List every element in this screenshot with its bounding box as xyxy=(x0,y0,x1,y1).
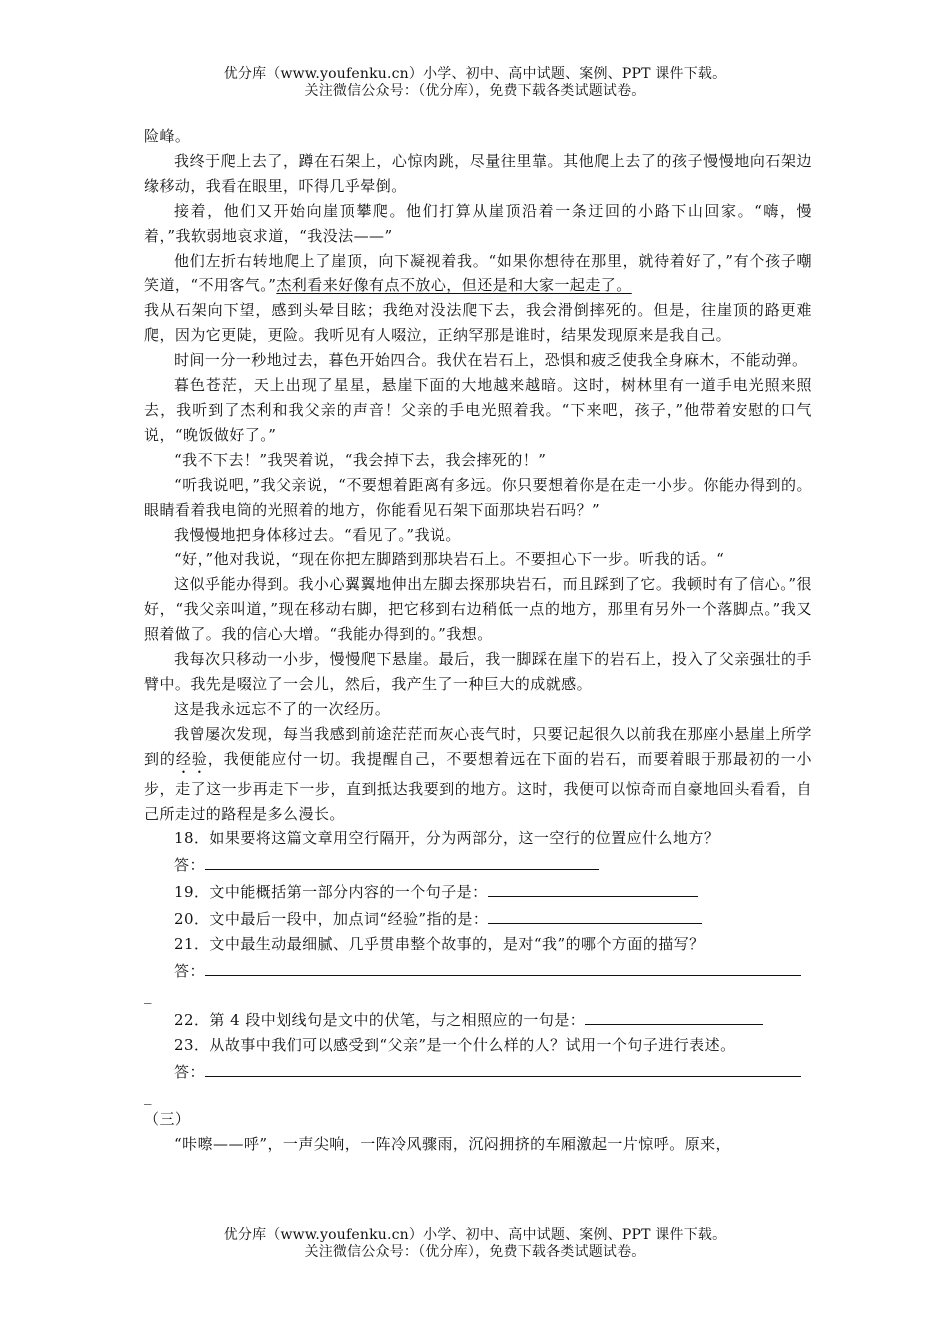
question-20 xyxy=(144,905,812,932)
page-footer xyxy=(0,1227,950,1261)
passage-paragraph-3 xyxy=(144,249,812,299)
question-21: 21．文中最生动最细腻、几乎贯串整个故事的，是对“我”的哪个方面的描写？ xyxy=(174,935,705,954)
question-21-answer xyxy=(144,957,812,984)
question-22 xyxy=(144,1006,812,1033)
passage-paragraph-3-continued: 我从石架向下望，感到头晕目眩；我绝对没法爬下去，我会滑倒摔死的。但是，往崖顶的路更难爬，因为它更陡，更险。我听见有人啜泣，正纳罕那是谁时，结果发现原来是我自己。 xyxy=(144,301,812,345)
footer-line-1: 优分库（www.youfenku.cn）小学、初中、高中试题、案例、PPT 课件下载。 xyxy=(223,1227,727,1243)
question-19 xyxy=(144,878,812,905)
passage-paragraph-13 xyxy=(144,722,812,827)
passage-paragraph-9: “好，”他对我说，“现在你把左脚踏到那块岩石上。不要担心下一步。听我的话。“ xyxy=(174,550,725,569)
passage-paragraph-2: 接着，他们又开始向崖顶攀爬。他们打算从崖顶沿着一条迂回的小路下山回家。“嗨，慢着，”我软弱地哀求道，“我没法——” xyxy=(144,201,812,245)
answer-blank-19[interactable] xyxy=(488,878,698,897)
section-3-first-line: “咔嚓——呼”，一声尖响，一阵冷风骤雨，沉闷拥挤的车厢激起一片惊呼。原来， xyxy=(174,1134,731,1153)
header-line-2: 关注微信公众号：（优分库），免费下载各类试题试卷。 xyxy=(304,83,646,99)
passage-paragraph-1: 我终于爬上去了，蹲在石架上，心惊肉跳，尽量往里靠。其他爬上去了的孩子慢慢地向石架边缘移动，我看在眼里，吓得几乎晕倒。 xyxy=(144,151,812,195)
document-body xyxy=(144,124,812,1156)
answer-blank-21[interactable] xyxy=(205,957,801,976)
underlined-sentence: 杰利看来好像有点不放心，但还是和大家一起走了。 xyxy=(276,276,632,295)
paragraph-13-text-a: 我曾屡次发现，每当我感到前途茫茫而灰心丧气时，只要记起很久以前我在那座小悬崖上所学到的 xyxy=(144,724,812,768)
question-20-text: 20．文中最后一段中，加点词“经验”指的是： xyxy=(174,910,489,929)
paragraph-13-text-b: ，我便能应付一切。我提醒自己，不要想着远在下面的岩石，而要着眼于那最初的一小步，走了这一步再走下一步，直到抵达我要到的地方。这时，我便可以惊奇而自豪地回头看看，自己所走过的路程是多么漫长。 xyxy=(144,749,813,823)
question-18: 18．如果要将这篇文章用空行隔开，分为两部分，这一空行的位置应什么地方？ xyxy=(174,829,720,848)
stray-mark-21: _ xyxy=(144,985,152,1004)
passage-paragraph-11: 我每次只移动一小步，慢慢爬下悬崖。最后，我一脚踩在崖下的岩石上，投入了父亲强壮的手臂中。我先是啜泣了一会儿，然后，我产生了一种巨大的成就感。 xyxy=(144,650,812,693)
question-19-text: 19．文中能概括第一部分内容的一个句子是： xyxy=(174,883,488,902)
question-23: 23．从故事中我们可以感受到“父亲”是一个什么样的人？试用一个句子进行表述。 xyxy=(174,1035,736,1054)
passage-paragraph-12: 这是我永远忘不了的一次经历。 xyxy=(174,699,391,718)
answer-blank-20[interactable] xyxy=(488,905,702,924)
answer-blank-22[interactable] xyxy=(585,1006,763,1025)
dotted-word: 经验 xyxy=(175,749,208,768)
question-22-text: 22．第 4 段中划线句是文中的伏笔，与之相照应的一句是： xyxy=(174,1010,586,1029)
answer-blank-23[interactable] xyxy=(205,1058,801,1077)
section-title: （三） xyxy=(144,1109,191,1128)
footer-line-2: 关注微信公众号：（优分库），免费下载各类试题试卷。 xyxy=(304,1244,646,1260)
page-header xyxy=(0,66,950,100)
passage-paragraph-10: 这似乎能办得到。我小心翼翼地伸出左脚去探那块岩石，而且踩到了它。我顿时有了信心。”很好，“我父亲叫道，”现在移动右脚，把它移到右边稍低一点的地方，那里有另外一个落脚点。”我又照着做了。我的信心大增。“我能办得到的。”我想。 xyxy=(144,575,812,644)
answer-label: 答： xyxy=(174,962,205,980)
header-line-1: 优分库（www.youfenku.cn）小学、初中、高中试题、案例、PPT 课件下载。 xyxy=(223,66,727,82)
passage-paragraph-4: 时间一分一秒地过去，暮色开始四合。我伏在岩石上，恐惧和疲乏使我全身麻木，不能动弹。 xyxy=(174,351,808,370)
passage-paragraph-0: 险峰。 xyxy=(144,127,191,145)
paragraph-3-text: 他们左折右转地爬上了崖顶，向下凝视着我。“如果你想待在那里，就待着好了，”有个孩子嘲笑道，“不用客气。” xyxy=(144,251,812,295)
passage-paragraph-5: 暮色苍茫，天上出现了星星，悬崖下面的大地越来越暗。这时，树林里有一道手电光照来照去，我听到了杰利和我父亲的声音！父亲的手电光照着我。“下来吧，孩子，”他带着安慰的口气说，“晚饭做好了。” xyxy=(144,376,812,444)
question-23-answer xyxy=(144,1058,812,1085)
question-18-answer xyxy=(144,851,812,878)
passage-paragraph-7: “听我说吧，”我父亲说，“不要想着距离有多远。你只要想着你是在走一小步。你能办得到的。眼睛看着我电筒的光照着的地方，你能看见石架下面那块岩石吗？” xyxy=(144,475,812,519)
stray-mark-23: _ xyxy=(144,1086,152,1105)
passage-paragraph-8: 我慢慢地把身体移过去。“看见了。”我说。 xyxy=(174,525,461,544)
passage-paragraph-6: “我不下去！”我哭着说，“我会掉下去，我会摔死的！” xyxy=(174,450,547,469)
answer-label: 答： xyxy=(174,1062,205,1081)
answer-label: 答： xyxy=(174,856,205,875)
answer-blank-18[interactable] xyxy=(205,851,599,870)
